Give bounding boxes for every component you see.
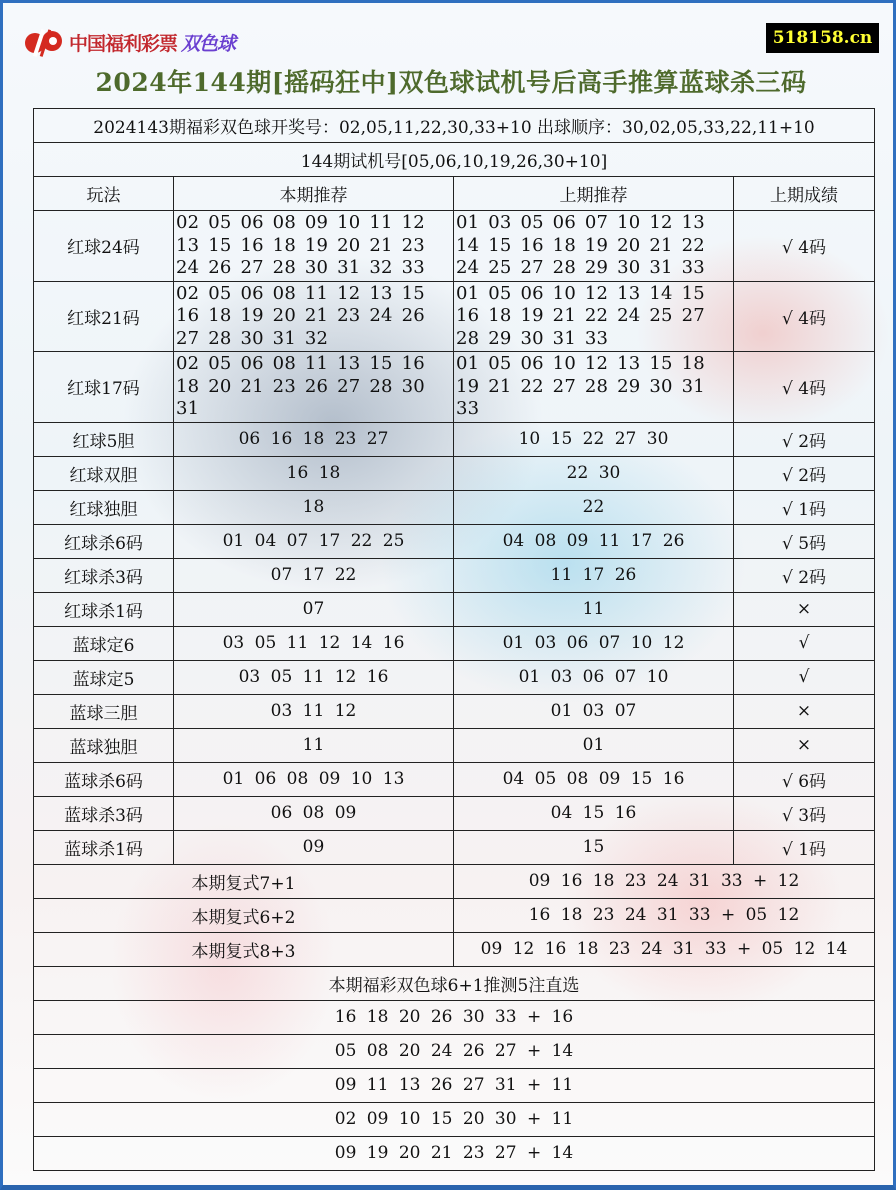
row-label: 红球杀6码: [34, 524, 174, 558]
current-numbers: 07: [174, 592, 454, 626]
current-numbers: 06 16 18 23 27: [174, 422, 454, 456]
row-label: 蓝球独胆: [34, 728, 174, 762]
result-badge: √ 2码: [734, 558, 875, 592]
table-row: [34, 490, 875, 524]
table-row: [34, 592, 875, 626]
result-badge: ×: [734, 694, 875, 728]
result-badge: √ 1码: [734, 830, 875, 864]
column-header-play: 玩法: [34, 177, 174, 211]
current-numbers: 02 05 06 08 11 12 13 15 16 18 19 20 21 23 24 26 27 28 30 31 32: [174, 281, 454, 352]
pick-numbers: 16 18 20 26 30 33 + 16: [34, 1000, 875, 1034]
result-badge: √ 5码: [734, 524, 875, 558]
previous-numbers: 11 17 26: [454, 558, 734, 592]
table-row: [34, 830, 875, 864]
current-numbers: 02 05 06 08 11 13 15 16 18 20 21 23 26 27 28 30 31: [174, 352, 454, 423]
welfare-lottery-logo: [23, 27, 235, 57]
pick-numbers: 02 09 10 15 20 30 + 11: [34, 1102, 875, 1136]
previous-numbers: 10 15 22 27 30: [454, 422, 734, 456]
picks-title: 本期福彩双色球6+1推测5注直选: [34, 966, 875, 1000]
table-row: [34, 281, 875, 352]
pick-numbers: 09 11 13 26 27 31 + 11: [34, 1068, 875, 1102]
combo-numbers: 09 16 18 23 24 31 33 + 12: [454, 864, 875, 898]
table-row: [34, 762, 875, 796]
row-label: 红球5胆: [34, 422, 174, 456]
current-numbers: 03 05 11 12 16: [174, 660, 454, 694]
table-row: [34, 456, 875, 490]
current-numbers: 18: [174, 490, 454, 524]
current-numbers: 16 18: [174, 456, 454, 490]
pick-numbers: 05 08 20 24 26 27 + 14: [34, 1034, 875, 1068]
previous-numbers: 01 03 06 07 10 12: [454, 626, 734, 660]
row-label: 红球21码: [34, 281, 174, 352]
row-label: 蓝球三胆: [34, 694, 174, 728]
previous-numbers: 01 03 05 06 07 10 12 13 14 15 16 18 19 20 21 22 24 25 27 28 29 30 31 33: [454, 211, 734, 282]
result-badge: √ 3码: [734, 796, 875, 830]
draw-info-row: [34, 109, 875, 143]
table-row: [34, 660, 875, 694]
pick-row: [34, 1102, 875, 1136]
logo-brand: 双色球: [181, 32, 236, 55]
current-numbers: 11: [174, 728, 454, 762]
previous-numbers: 22: [454, 490, 734, 524]
pick-row: [34, 1136, 875, 1170]
table-row: [34, 524, 875, 558]
combo-row: [34, 898, 875, 932]
result-badge: √: [734, 660, 875, 694]
row-label: 蓝球杀3码: [34, 796, 174, 830]
previous-numbers: 22 30: [454, 456, 734, 490]
combo-label: 本期复式6+2: [34, 898, 454, 932]
combo-label: 本期复式8+3: [34, 932, 454, 966]
previous-numbers: 01 05 06 10 12 13 15 18 19 21 22 27 28 29 30 31 33: [454, 352, 734, 423]
row-label: 红球24码: [34, 211, 174, 282]
row-label: 蓝球定5: [34, 660, 174, 694]
column-header-current: 本期推荐: [174, 177, 454, 211]
result-badge: √ 4码: [734, 281, 875, 352]
result-badge: √ 4码: [734, 352, 875, 423]
picks-title-row: [34, 966, 875, 1000]
previous-numbers: 01 03 07: [454, 694, 734, 728]
row-label: 红球17码: [34, 352, 174, 423]
page-title: 2024年144期[摇码狂中]双色球试机号后高手推算蓝球杀三码: [95, 68, 807, 97]
previous-numbers: 15: [454, 830, 734, 864]
current-numbers: 03 05 11 12 14 16: [174, 626, 454, 660]
pick-numbers: 09 19 20 21 23 27 + 14: [34, 1136, 875, 1170]
site-badge[interactable]: 518158.cn: [766, 23, 879, 53]
table-header-row: [34, 177, 875, 211]
pick-row: [34, 1000, 875, 1034]
row-label: 蓝球定6: [34, 626, 174, 660]
trial-number-row: [34, 143, 875, 177]
prediction-table: [33, 108, 875, 1171]
result-badge: √ 4码: [734, 211, 875, 282]
current-numbers: 03 11 12: [174, 694, 454, 728]
trial-number: 144期试机号[05,06,10,19,26,30+10]: [34, 143, 875, 177]
current-numbers: 02 05 06 08 09 10 11 12 13 15 16 18 19 20 21 23 24 26 27 28 30 31 32 33: [174, 211, 454, 282]
result-badge: √ 1码: [734, 490, 875, 524]
result-badge: ×: [734, 728, 875, 762]
previous-numbers: 01 05 06 10 12 13 14 15 16 18 19 21 22 24 25 27 28 29 30 31 33: [454, 281, 734, 352]
previous-numbers: 11: [454, 592, 734, 626]
previous-numbers: 01: [454, 728, 734, 762]
current-numbers: 07 17 22: [174, 558, 454, 592]
table-row: [34, 694, 875, 728]
draw-info: 2024143期福彩双色球开奖号：02,05,11,22,30,33+10 出球顺序：30,02,05,33,22,11+10: [34, 109, 875, 143]
result-badge: ×: [734, 592, 875, 626]
column-header-previous: 上期推荐: [454, 177, 734, 211]
result-badge: √ 2码: [734, 422, 875, 456]
table-row: [34, 796, 875, 830]
result-badge: √ 6码: [734, 762, 875, 796]
combo-row: [34, 932, 875, 966]
combo-numbers: 16 18 23 24 31 33 + 05 12: [454, 898, 875, 932]
row-label: 红球独胆: [34, 490, 174, 524]
table-row: [34, 728, 875, 762]
row-label: 蓝球杀1码: [34, 830, 174, 864]
table-row: [34, 558, 875, 592]
row-label: 红球双胆: [34, 456, 174, 490]
pick-row: [34, 1068, 875, 1102]
previous-numbers: 04 15 16: [454, 796, 734, 830]
previous-numbers: 04 08 09 11 17 26: [454, 524, 734, 558]
current-numbers: 09: [174, 830, 454, 864]
current-numbers: 06 08 09: [174, 796, 454, 830]
logo-text: 中国福利彩票: [69, 32, 178, 55]
result-badge: √ 2码: [734, 456, 875, 490]
row-label: 红球杀3码: [34, 558, 174, 592]
cwl-logo-icon: [23, 27, 65, 57]
row-label: 蓝球杀6码: [34, 762, 174, 796]
current-numbers: 01 04 07 17 22 25: [174, 524, 454, 558]
column-header-result: 上期成绩: [734, 177, 875, 211]
combo-numbers: 09 12 16 18 23 24 31 33 + 05 12 14: [454, 932, 875, 966]
combo-label: 本期复式7+1: [34, 864, 454, 898]
current-numbers: 01 06 08 09 10 13: [174, 762, 454, 796]
result-badge: √: [734, 626, 875, 660]
table-row: [34, 352, 875, 423]
combo-row: [34, 864, 875, 898]
row-label: 红球杀1码: [34, 592, 174, 626]
previous-numbers: 01 03 06 07 10: [454, 660, 734, 694]
pick-row: [34, 1034, 875, 1068]
table-row: [34, 626, 875, 660]
table-row: [34, 211, 875, 282]
table-row: [34, 422, 875, 456]
previous-numbers: 04 05 08 09 15 16: [454, 762, 734, 796]
